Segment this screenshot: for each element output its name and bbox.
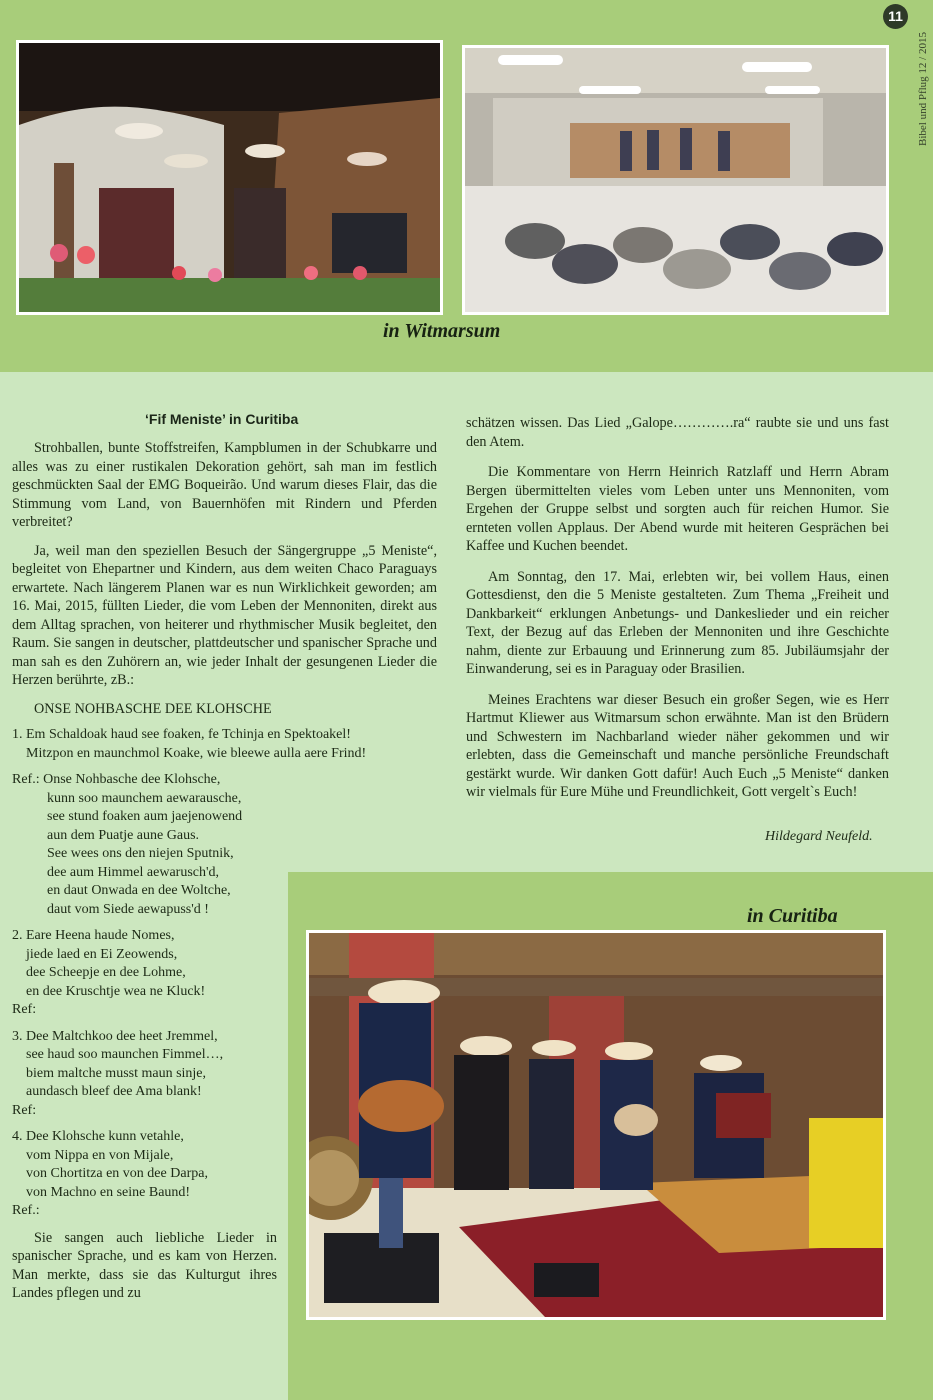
- caption-curitiba: in Curitiba: [747, 905, 838, 927]
- song-verse-2: 2. Eare Heena haude Nomes, jiede laed en Ei Zeowends, dee Scheepje en dee Lohme, en dee Kruschtje wea ne Kluck! Ref:: [12, 928, 206, 1017]
- curitiba-stage-photo: [306, 930, 886, 1320]
- song-refrain: Ref.: Onse Nohbasche dee Klohsche, kunn soo maunchem aewarausche, see stund foaken aum jaejenowend aun dem Puatje aune Gaus. See wees ons den niejen Sputnik, dee aum Himmel aewarusch'd, en daut Onwada en dee Woltche, daut vom Siede aewapuss'd !: [12, 772, 243, 917]
- song-verse-1: 1. Em Schaldoak haud see foaken, fe Tchinja en Spektoakel! Mitzpon en maunchmol Koake, wie bleewe aulla aere Frind!: [12, 727, 367, 761]
- curitiba-stage-image: [309, 933, 883, 1317]
- left-paragraph-2: Ja, weil man den speziellen Besuch der Sängergruppe „5 Meniste“, begleitet von Ehepartner und Kindern, aus dem weiten Chaco Paraguays erwartete. Nach längerem Planen war es nun Wirklichkeit geworden; am 16. Mai, 2015, füllten Lieder, die vom Leben der Mennoniten, direkt aus dem Alltag sprachen, von heiterer und rhythmischer Musik begleitet, den Raum. Sie sangen in deutscher, plattdeutscher und spanischer Sprache und man sah es den Zuhörern an, wie jeder Inhalt der gesungenen Lieder die Herzen berührte, zB.:: [12, 542, 437, 688]
- article-heading: ‘Fif Meniste’ in Curitiba: [145, 411, 299, 427]
- running-title: Bibel und Pflug 12 / 2015: [917, 32, 929, 146]
- right-paragraph-2: Die Kommentare von Herrn Heinrich Ratzlaff und Herrn Abram Bergen übermittelten vieles vom Leben unter uns Mennoniten, vom Ergehen der Gruppe selbst und sorgten auch für reichen Humor. Sie ernteten vollen Applaus. Der Abend wurde mit heiteren Gesprächen bei Kaffee und Kuchen beendet.: [466, 464, 889, 554]
- song-verse-4: 4. Dee Klohsche kunn vetahle, vom Nippa en von Mijale, von Chortitza en von dee Darpa, von Machno en seine Baund! Ref.:: [12, 1129, 208, 1218]
- left-paragraph-1: Strohballen, bunte Stoffstreifen, Kampblumen in der Schubkarre und alles was zu einer rustikalen Dekoration gehört, sah man im festlich geschmückten Saal der EMG Boqueirão. Und warum dieses Flair, das die Stimmung vom Land, von Bauernhöfen mit Rindern und Pferden verbreitet?: [12, 440, 437, 530]
- song-verse-3: 3. Dee Maltchkoo dee heet Jremmel, see haud soo maunchen Fimmel…, biem maltche musst maun sinje, aundasch bleef dee Ama blank! Ref:: [12, 1028, 224, 1118]
- witmarsum-stage-image: [19, 43, 440, 312]
- caption-witmarsum: in Witmarsum: [383, 320, 501, 342]
- audience-photo: [462, 45, 889, 315]
- witmarsum-stage-photo: [16, 40, 443, 315]
- right-paragraph-4: Meines Erachtens war dieser Besuch ein großer Segen, wie es Herr Hartmut Kliewer aus Witmarsum schon erwähnte. Man ist den Brüdern und Schwestern im Nachbarland wieder näher gekommen und wir erlebten, dass die Gemeinschaft und manche persönliche Freundschaft gestärkt wurde. Wir danken Gott dafür! Auch Euch „5 Meniste“ danken wir vielmals für Eure Mühe und Freundlichkeit, Gott vergelt`s Euch!: [466, 691, 889, 800]
- page-number: 11: [883, 4, 908, 29]
- author-signature: Hildegard Neufeld.: [765, 829, 873, 844]
- right-article-column: [466, 414, 889, 814]
- left-paragraph-3: Sie sangen auch liebliche Lieder in spanischer Sprache, und es kam von Herzen. Man merkte, dass sie das Kulturgut ihres Landes pflegen und zu: [12, 1229, 277, 1301]
- right-paragraph-3: Am Sonntag, den 17. Mai, erlebten wir, bei vollem Haus, einen Gottesdienst, den die 5 Meniste gestalteten. Zum Thema „Freiheit und Dankbarkeit“ erklungen Anbetungs- und Dankeslieder und ein reicher Text, der Bezug auf das Erleben der Mennoniten und ihre Geschichte nahm, diente zur Erbauung und Erinnerung zum 85. Jubiläumsjahr der Einwanderung, sei es in Paraguay oder Brasilien.: [466, 568, 889, 677]
- song-title: ONSE NOHBASCHE DEE KLOHSCHE: [34, 700, 272, 717]
- audience-image: [465, 48, 886, 312]
- right-paragraph-1: schätzen wissen. Das Lied „Galope………….ra“ raubte sie und uns fast den Atem.: [466, 415, 889, 450]
